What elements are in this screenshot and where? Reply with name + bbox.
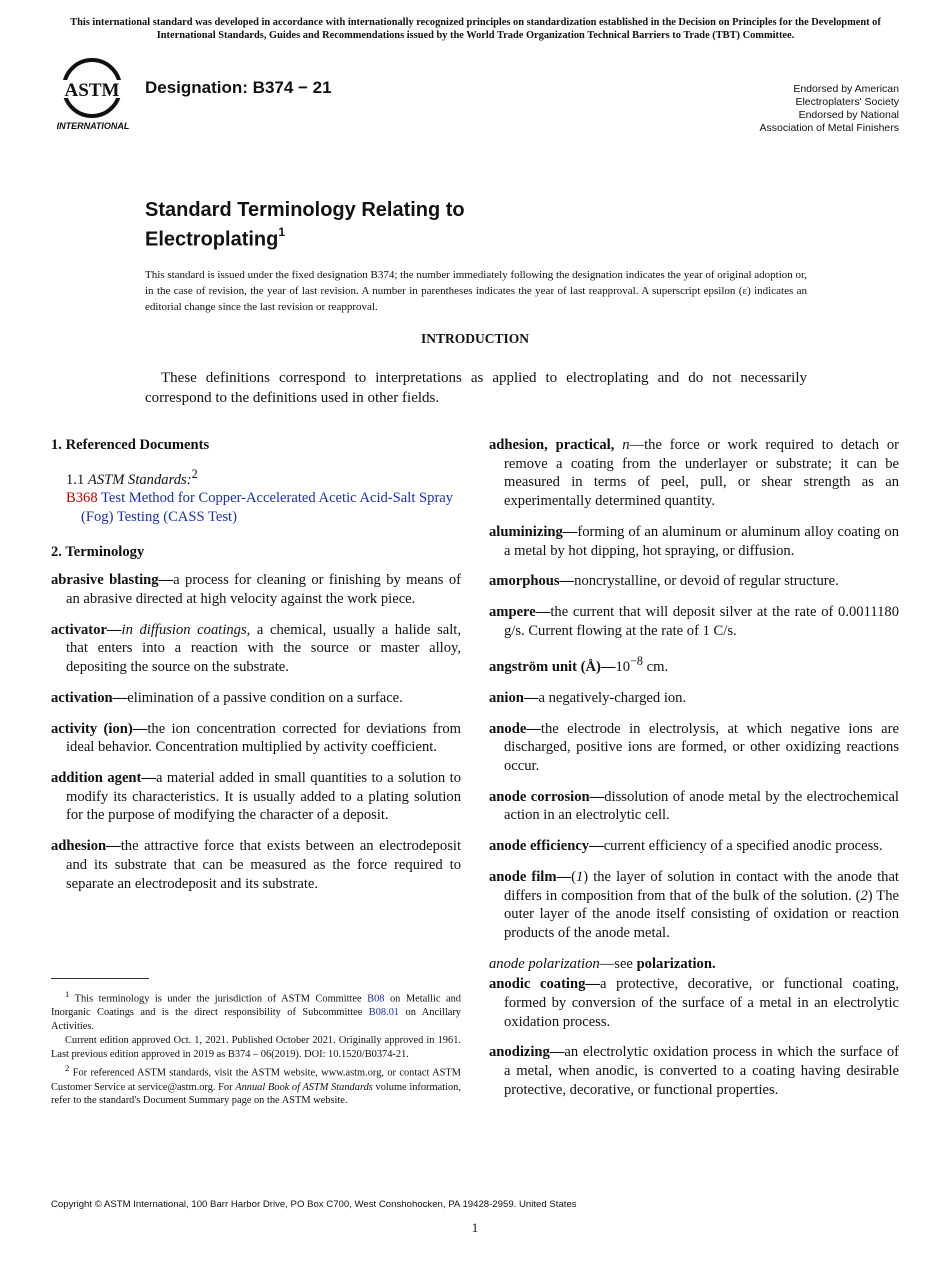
term-adhesion: adhesion—the attractive force that exists between an electrodeposit and its substrate that can be measured as the force required to separate an electrodeposit and its substrate.: [51, 838, 461, 892]
reference-title-link[interactable]: Test Method for Copper-Accelerated Acetic Acid-Salt Spray (Fog) Testing (CASS Test): [81, 490, 454, 525]
reference-code-link[interactable]: B368: [66, 490, 98, 507]
document-title: [145, 198, 465, 252]
reference-b368[interactable]: [51, 489, 461, 526]
logo-text: ASTM: [64, 80, 120, 101]
section-referenced-documents: 1. Referenced Documents: [51, 437, 210, 453]
footnote-edition: Current edition approved Oct. 1, 2021. Published October 2021. Originally approved in 1961. Last previous edition approved in 2019 as B374 – 06(2019). DOI: 10.1520/B0374-21.: [51, 1035, 461, 1060]
left-column: [51, 436, 461, 905]
standards-notice: This international standard was developed in accordance with internationally recognized principles on standardization established in the Decision on Principles for the Development of International Standards, Guides and Recommendations issued by the World Trade Organization Technical Barriers to Trade (TBT) Committee.: [70, 17, 881, 41]
term-anodizing: anodizing—an electrolytic oxidation process in which the surface of a metal, when anodic, is converted to a coating having desirable protective, decorative, or functional properties.: [489, 1044, 899, 1098]
designation: Designation: B374 − 21: [145, 78, 332, 97]
term-anode: anode—the electrode in electrolysis, at which negative ions are discharged, positive ions are formed, or other oxidizing reactions occur.: [489, 720, 899, 774]
subsection-astm-standards: 1.1 ASTM Standards:$^2$: [66, 466, 198, 488]
cross-reference-polarization: polarization.: [636, 955, 716, 972]
endorsements: [760, 83, 899, 135]
footnote-mark-2[interactable]: 2: [191, 466, 198, 481]
term-activation: activation—elimination of a passive condition on a surface.: [51, 689, 403, 706]
term-activity-ion: activity (ion)—the ion concentration corrected for deviations from ideal behavior. Concentration multiplied by activity coefficient.: [51, 720, 461, 756]
title-footnote-mark[interactable]: 1: [278, 225, 286, 239]
endorsement-line: Endorsed by National: [798, 109, 899, 121]
term-ampere: ampere—the current that will deposit silver at the rate of 0.0011180 g/s. Current flowing at the rate of 1 C/s.: [489, 603, 899, 639]
term-amorphous: amorphous—noncrystalline, or devoid of regular structure.: [489, 573, 839, 590]
subcommittee-b08-01-link[interactable]: B08.01: [368, 1007, 400, 1019]
endorsement-line: Endorsed by American: [793, 83, 899, 95]
logo-subtext: INTERNATIONAL: [56, 121, 130, 131]
term-angstrom-unit: angström unit $(Å)—10^{-8}$ cm.: [489, 654, 669, 676]
right-column: [489, 436, 899, 1112]
term-anode-corrosion: anode corrosion—dissolution of anode metal by the electrochemical action in an electrolytic cell.: [489, 788, 899, 824]
term-aluminizing: aluminizing—forming of an aluminum or aluminum alloy coating on a metal by hot dipping, hot spraying, or diffusion.: [489, 523, 899, 559]
section-terminology: 2. Terminology: [51, 543, 145, 560]
term-abrasive-blasting: abrasive blasting—a process for cleaning or finishing by means of an abrasive directed at high velocity against the work piece.: [51, 572, 461, 608]
title-line-2: Electroplating$^1$: [145, 225, 286, 251]
term-anode-polarization: anode polarization—see polarization.: [489, 955, 716, 972]
page-number: 1: [471, 1220, 479, 1235]
introduction-text: These definitions correspond to interpretations as applied to electroplating and do not necessarily correspond to the definitions used in other fields.: [145, 370, 807, 406]
astm-logo-icon: [52, 56, 134, 134]
footnote-1: $^1$ This terminology is under the jurisdiction of ASTM Committee B08 on Metallic and Inorganic Coatings and is the direct responsibility of Subcommittee B08.01 on Ancillary Activities.: [51, 989, 462, 1032]
term-anode-film: anode film—(1) the layer of solution in contact with the anode that differs in composition from that of the bulk of the solution. (2) The outer layer of the anode itself consisting of oxidation or reaction products of the anode metal.: [489, 868, 899, 941]
term-adhesion-practical: adhesion, practical, n—the force or work required to detach or remove a coating from the underlayer or substrate; it can be measured in terms of peel, pull, or shear strength as an experimentally determined quantity.: [489, 437, 899, 510]
term-anodic-coating: anodic coating—a protective, decorative, or functional coating, formed by conversion of the surface of a metal in an electrolytic oxidation process.: [489, 976, 900, 1030]
committee-b08-link[interactable]: B08: [367, 993, 385, 1005]
endorsement-line: Association of Metal Finishers: [759, 122, 899, 134]
footnote-2: $^2$ For referenced ASTM standards, visit the ASTM website, www.astm.org, or contact ASTM Customer Service at service@astm.org. For Annual Book of ASTM Standards volume information, refer to the standard's Document Summary page on the ASTM website.: [51, 1063, 461, 1107]
copyright-notice: Copyright © ASTM International, 100 Barr Harbor Drive, PO Box C700, West Conshohocken, PA 19428-2959. United States: [51, 1199, 577, 1210]
footnotes: [51, 988, 461, 1109]
endorsement-line: Electroplaters' Society: [795, 96, 899, 108]
issued-note: This standard is issued under the fixed designation B374; the number immediately following the designation indicates the year of original adoption or, in the case of revision, the year of last revision. A number in parentheses indicates the year of last reapproval. A superscript epsilon (ε) indicates an editorial change since the last revision or reapproval.: [145, 269, 807, 313]
term-addition-agent: addition agent—a material added in small quantities to a solution to modify its characteristics. It is usually added to a plating solution for the purpose of modifying the character of a deposit.: [51, 770, 462, 824]
term-anion: anion—a negatively-charged ion.: [489, 689, 687, 706]
astm-logo: [52, 56, 134, 134]
footnote-divider: [51, 978, 149, 979]
title-line-1: Standard Terminology Relating to: [145, 199, 465, 221]
term-activator: activator—in diffusion coatings, a chemical, usually a halide salt, that enters into a reaction with the source or master alloy, depositing the source on the substrate.: [51, 621, 461, 676]
introduction-heading: INTRODUCTION: [420, 331, 529, 346]
term-anode-efficiency: anode efficiency—current efficiency of a specified anodic process.: [489, 838, 883, 855]
